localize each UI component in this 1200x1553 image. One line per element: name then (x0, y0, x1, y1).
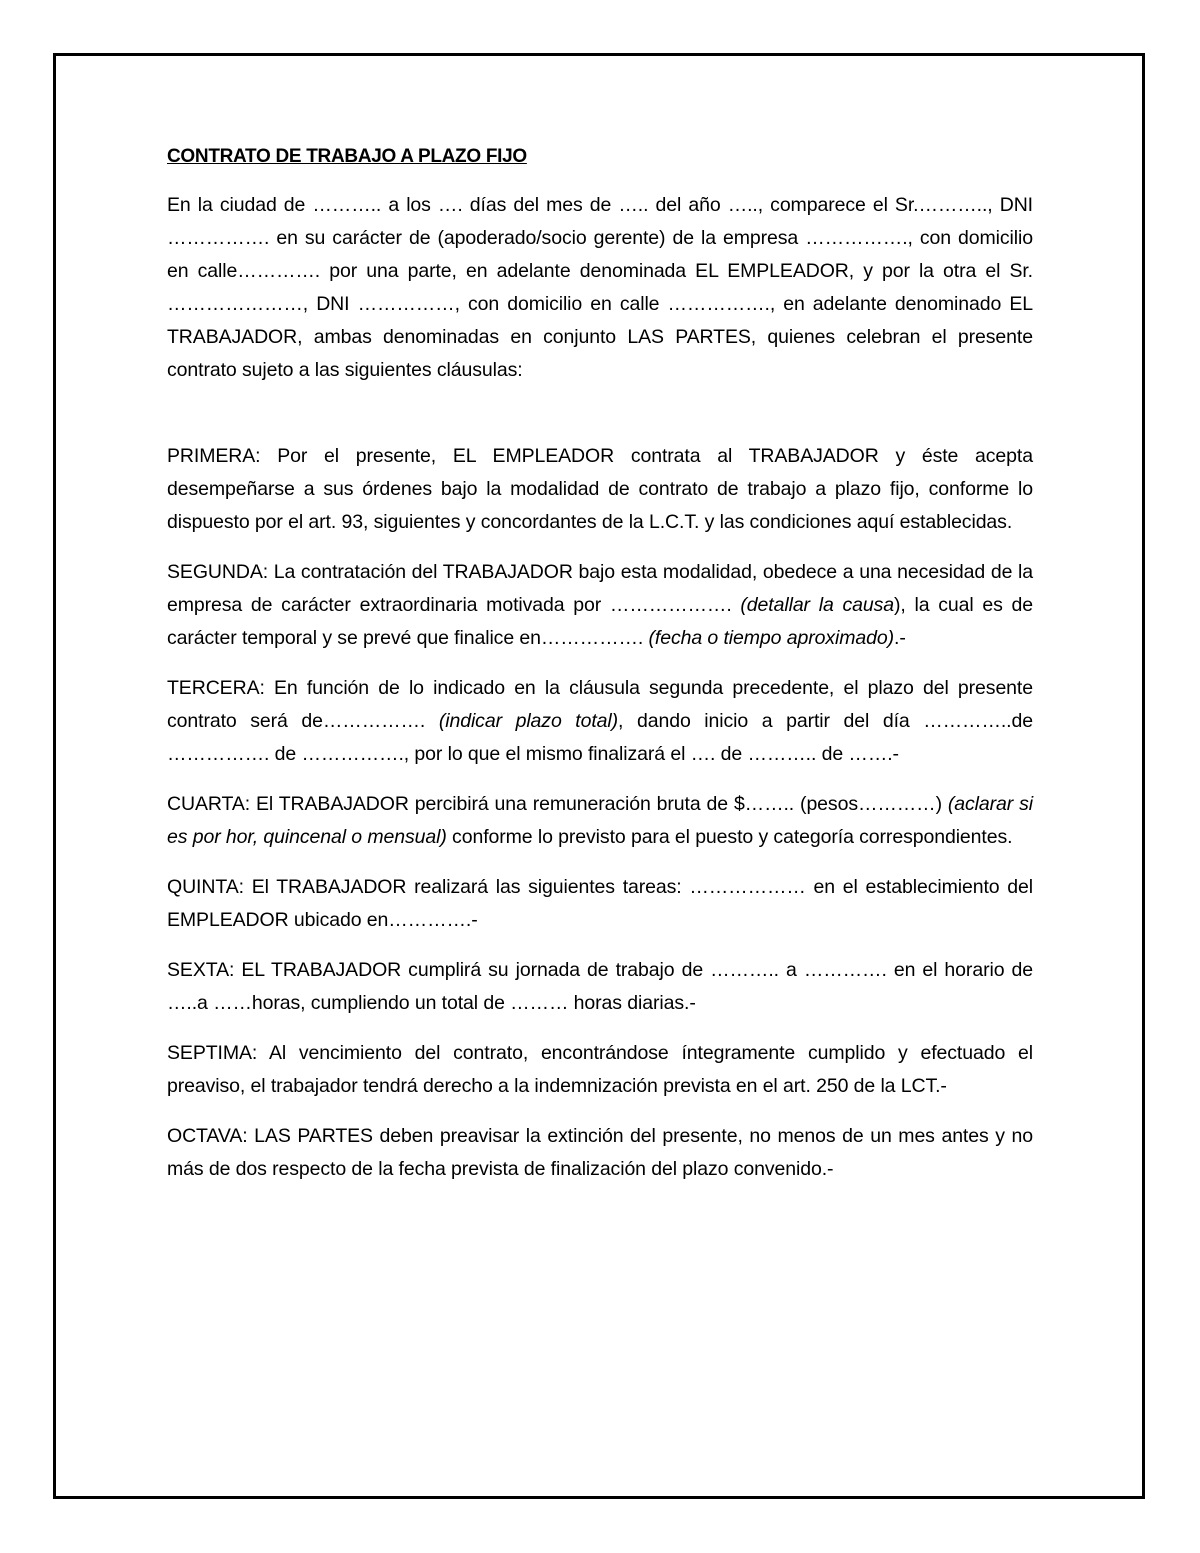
clause-segunda-text-3: .- (894, 627, 906, 649)
clause-cuarta-text-1: CUARTA: El TRABAJADOR percibirá una remuneración bruta de $…….. (pesos…………) (167, 793, 948, 815)
clause-segunda-text-1: SEGUNDA: La contratación del TRABAJADOR bajo esta modalidad, obedece a una necesidad de la empresa de carácter extraordinaria motivada por ………………. (167, 561, 1033, 616)
clause-tercera-text-1: TERCERA: En función de lo indicado en la cláusula segunda precedente, el plazo del presente contrato será de……………. (167, 677, 1033, 732)
clause-tercera (167, 672, 1033, 771)
clause-septima: SEPTIMA: Al vencimiento del contrato, encontrándose íntegramente cumplido y efectuado el preaviso, el trabajador tendrá derecho a la indemnización prevista en el art. 250 de la LCT.- (167, 1042, 1033, 1097)
clause-primera: PRIMERA: Por el presente, EL EMPLEADOR contrata al TRABAJADOR y éste acepta desempeñarse a sus órdenes bajo la modalidad de contrato de trabajo a plazo fijo, conforme lo dispuesto por el art. 93, siguientes y concordantes de la L.C.T. y las condiciones aquí establecidas. (167, 445, 1033, 533)
clause-cuarta-text-2: conforme lo previsto para el puesto y categoría correspondientes. (446, 826, 1013, 848)
clause-segunda (167, 556, 1033, 655)
clause-sexta: SEXTA: EL TRABAJADOR cumplirá su jornada de trabajo de ……….. a …………. en el horario de …..a ……horas, cumpliendo un total de ……… horas diarias.- (167, 959, 1033, 1014)
clause-segunda-italic-1: (detallar la causa (740, 594, 894, 616)
clause-quinta: QUINTA: El TRABAJADOR realizará las siguientes tareas: ……………… en el establecimiento del EMPLEADOR ubicado en………….- (167, 876, 1033, 931)
document-title: CONTRATO DE TRABAJO A PLAZO FIJO (167, 146, 527, 167)
clause-segunda-italic-2: (fecha o tiempo aproximado) (648, 627, 895, 649)
document-body (167, 140, 1033, 1203)
clause-segunda-text-2: ), la cual es de carácter temporal y se prevé que finalice en……………. (167, 594, 1034, 649)
clause-cuarta (167, 788, 1033, 854)
clause-tercera-italic-1: (indicar plazo total) (438, 710, 619, 732)
intro-paragraph: En la ciudad de ……….. a los …. días del mes de ….. del año ….., comparece el Sr.……….., DNI ……………. en su carácter de (apoderado/socio gerente) de la empresa ……………., con domicilio en calle…………. por una parte, en adelante denominada EL EMPLEADOR, y por la otra el Sr. …………………, DNI ……………, con domicilio en calle ……………., en adelante denominado EL TRABAJADOR, ambas denominadas en conjunto LAS PARTES, quienes celebran el presente contrato sujeto a las siguientes cláusulas: (167, 194, 1033, 381)
clause-tercera-text-2: , dando inicio a partir del día …………..de ……………. de ……………., por lo que el mismo finalizará el …. de ……….. de …….- (167, 710, 1033, 765)
clause-cuarta-italic-1: (aclarar si es por hor, quincenal o mensual) (167, 793, 1033, 848)
clause-octava: OCTAVA: LAS PARTES deben preavisar la extinción del presente, no menos de un mes antes y no más de dos respecto de la fecha prevista de finalización del plazo convenido.- (167, 1125, 1033, 1180)
